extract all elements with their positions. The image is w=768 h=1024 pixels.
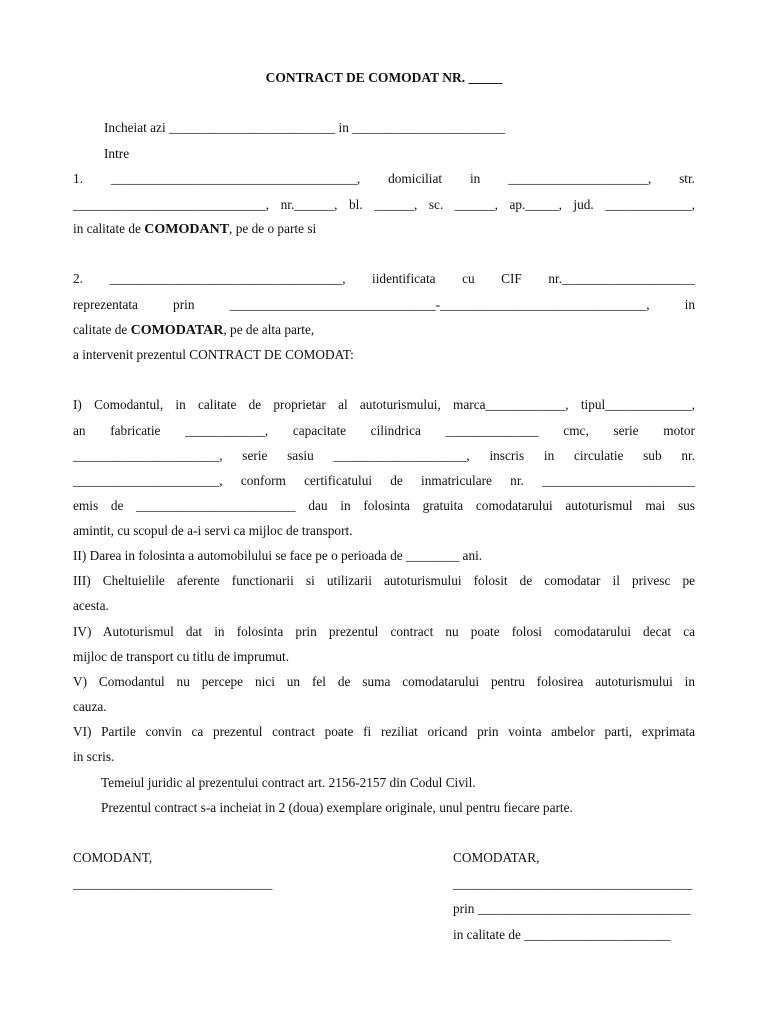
legal-basis-line: Temeiul juridic al prezentului contract art. 2156-2157 din Codul Civil. — [101, 775, 476, 790]
concluded-date-line: Incheiat azi _________________________ in _______________________ — [104, 120, 506, 135]
clause2-line1: II) Darea in folosinta a automobilului se face pe o perioada de ________ ani. — [73, 548, 483, 563]
clause4-line2: mijloc de transport cu titlu de imprumut. — [73, 649, 290, 664]
clause5-line1: V) Comodantul nu percepe nici un fel de suma comodatarului pentru folosirea autoturismului in — [73, 674, 695, 689]
role-suffix: , pe de o parte si — [229, 221, 317, 236]
clause4-line1: IV) Autoturismul dat in folosinta prin prezentul contract nu poate folosi comodatarului decat ca — [73, 624, 695, 639]
clause1-line6: amintit, cu scopul de a-i servi ca mijloc de transport. — [73, 523, 353, 538]
party1-name-line: 1. _____________________________________, domiciliat in _____________________, str. — [73, 171, 695, 186]
clause1-line1: I) Comodantul, in calitate de proprietar al autoturismului, marca____________, tipul_____________, — [73, 397, 695, 412]
clause1-line4: ______________________, conform certificatului de inmatriculare nr. _______________________ — [73, 473, 695, 488]
clause1-line2: an fabricatie ____________, capacitate cilindrica ______________ cmc, serie motor — [73, 423, 695, 438]
role-suffix: , pe de alta parte, — [223, 322, 315, 337]
role-prefix: calitate de — [73, 322, 131, 337]
comodatar-representative-line: prin ________________________________ — [453, 901, 691, 916]
clause6-line2: in scris. — [73, 749, 115, 764]
comodant-role: COMODANT — [144, 222, 230, 237]
party2-name-line: 2. ___________________________________, iidentificata cu CIF nr.____________________ — [73, 271, 695, 286]
comodant-signature-line: ______________________________ — [73, 876, 273, 891]
party2-role-line — [73, 322, 695, 339]
party2-representative-line: reprezentata prin _______________________________-_______________________________, in — [73, 297, 695, 312]
clause1-line5: emis de ________________________ dau in folosinta gratuita comodatarului autoturismul mai sus — [73, 498, 695, 513]
comodatar-signature-line: ____________________________________ — [453, 876, 693, 891]
clause3-line1: III) Cheltuielile aferente functionarii si utilizarii autoturismului folosit de comodatar il privesc pe — [73, 573, 695, 588]
clause6-line1: VI) Partile convin ca prezentul contract poate fi reziliat oricand prin vointa ambelor parti, exprimata — [73, 724, 695, 739]
clause1-line3: ______________________, serie sasiu ____________________, inscris in circulatie sub nr. — [73, 448, 695, 463]
between-label: Intre — [104, 146, 130, 161]
comodatar-signature-label: COMODATAR, — [453, 850, 540, 865]
party1-role-line — [73, 221, 695, 238]
clause3-line2: acesta. — [73, 598, 109, 613]
role-prefix: in calitate de — [73, 221, 145, 236]
comodatar-capacity-line: in calitate de ______________________ — [453, 927, 671, 942]
copies-line: Prezentul contract s-a incheiat in 2 (doua) exemplare originale, unul pentru fiecare parte. — [101, 800, 573, 815]
comodatar-role: COMODATAR — [130, 323, 224, 338]
party1-address-line: _____________________________, nr.______, bl. ______, sc. ______, ap._____, jud. _____________, — [73, 197, 695, 212]
contract-title: CONTRACT DE COMODAT NR. _____ — [265, 70, 503, 85]
intervened-line: a intervenit prezentul CONTRACT DE COMODAT: — [73, 347, 354, 362]
clause5-line2: cauza. — [73, 699, 107, 714]
comodant-signature-label: COMODANT, — [73, 850, 153, 865]
